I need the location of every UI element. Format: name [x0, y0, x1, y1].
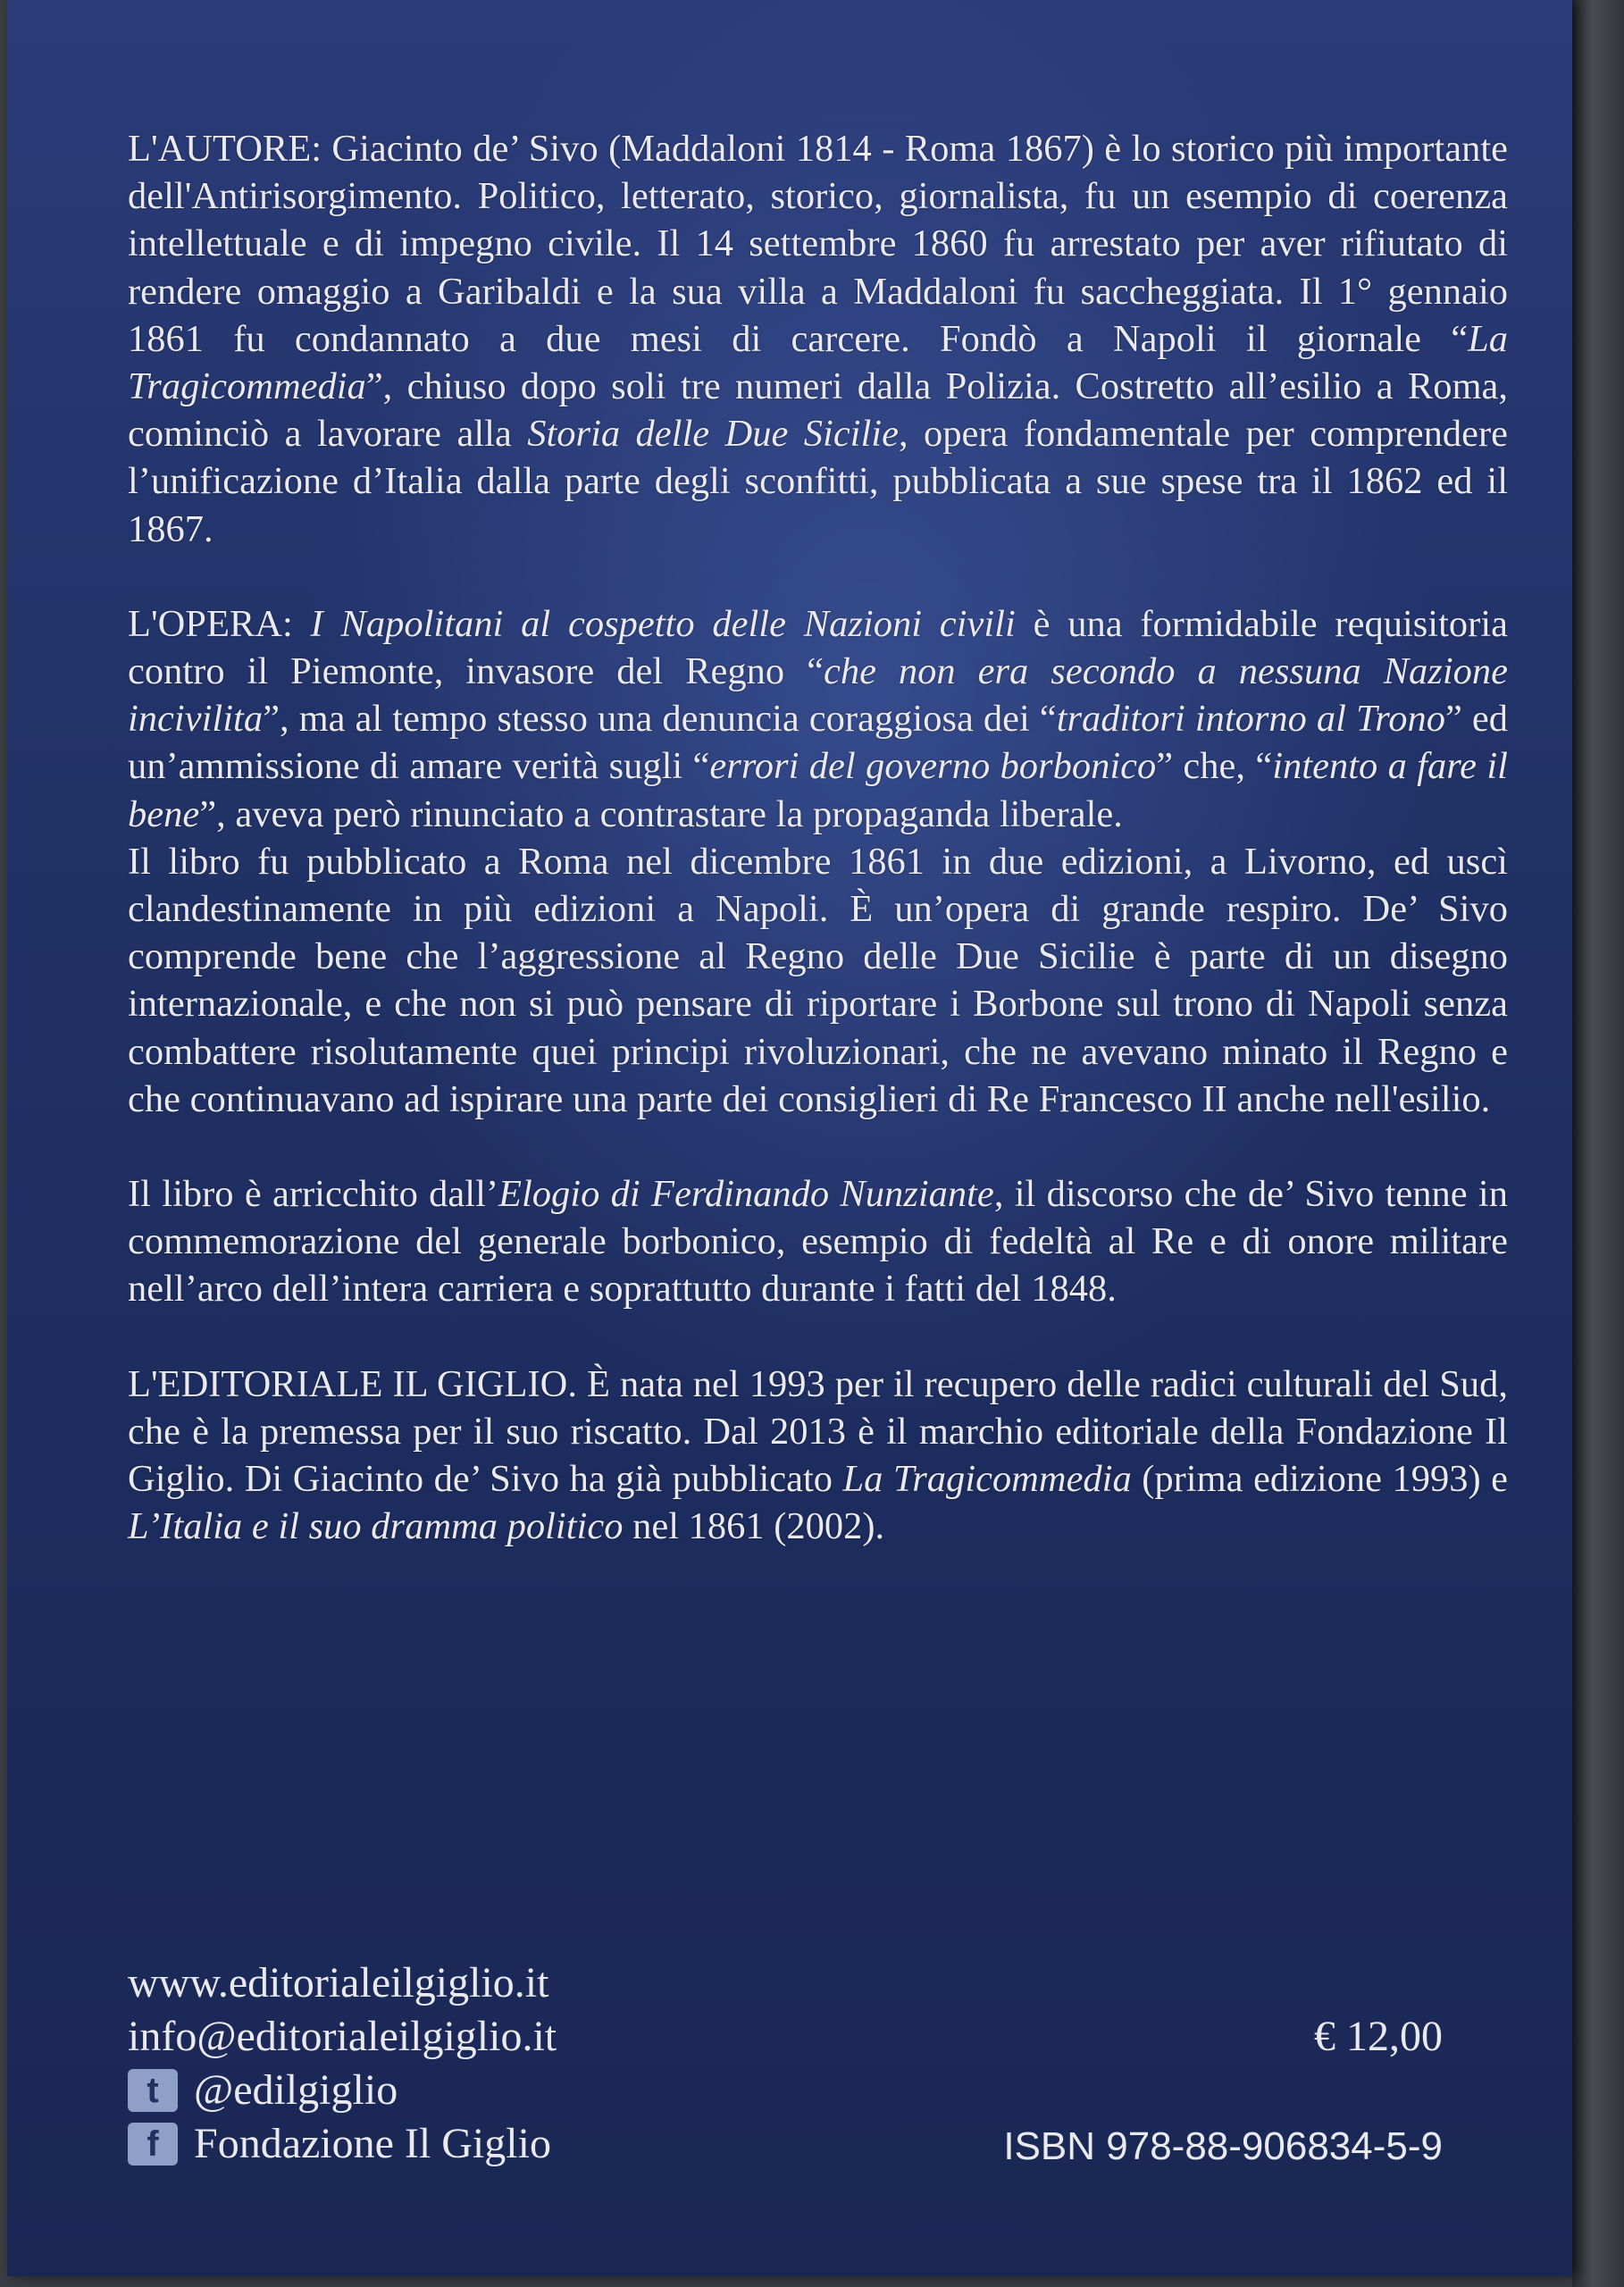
book-edge: [1572, 0, 1624, 2287]
elogio-title: Elogio di Ferdinando Nunziante: [498, 1173, 994, 1216]
autore-text-3: , opera fondamentale per comprendere l’unificazione d’Italia dalla parte degli sconfitti, pubblicata a sue spese tra il 1862 ed il 1867.: [128, 413, 1509, 550]
opera-quote-2: traditori intorno al Trono: [1056, 698, 1446, 741]
elogio-text-1: Il libro è arricchito dall’: [128, 1173, 499, 1216]
autore-title-storia: Storia delle Due Sicilie: [527, 413, 899, 456]
autore-label: L'AUTORE:: [128, 128, 322, 170]
price-label: € 12,00: [1314, 2013, 1443, 2060]
editoriale-text-2: (prima edizione 1993) e: [1131, 1458, 1508, 1501]
paragraph-autore: [128, 125, 1508, 553]
twitter-icon: t: [128, 2069, 178, 2112]
opera-quote-1: che non era secondo a nessuna Nazione incivilita: [128, 650, 1508, 741]
editoriale-text-3: nel 1861 (2002).: [623, 1505, 885, 1548]
opera-text-1: è una formidabile requisitoria contro il Piemonte, invasore del Regno “: [128, 602, 1508, 693]
paragraph-opera-2: Il libro fu pubblicato a Roma nel dicembre 1861 in due edizioni, a Livorno, ed uscì clandestinamente in più edizioni a Napoli. È un’opera di grande respiro. De’ Sivo comprende bene che l’aggressione al Regno delle Due Sicilie è parte di un disegno internazionale, e che non si può pensare di riportare i Borbone sul trono di Napoli senza combattere risolutamente quei principi rivoluzionari, che ne avevano minato il Regno e che continuavano ad ispirare una parte dei consiglieri di Re Francesco II anche nell'esilio.: [128, 840, 1508, 1120]
paragraph-opera: [128, 600, 1508, 838]
facebook-page: Fondazione Il Giglio: [194, 2120, 551, 2167]
editoriale-text-1: È nata nel 1993 per il recupero delle radici culturali del Sud, che è la premessa per il suo riscatto. Dal 2013 è il marchio editoriale della Fondazione Il Giglio. Di Giacinto de’ Sivo ha già pubblicato: [128, 1362, 1508, 1501]
opera-title: I Napolitani al cospetto delle Nazioni civili: [310, 602, 1016, 645]
opera-quote-4: intento a fare il bene: [128, 745, 1508, 835]
contact-info: [128, 1956, 557, 2171]
editoriale-title-2: L’Italia e il suo dramma politico: [128, 1505, 624, 1548]
autore-text-2: ”, chiuso dopo soli tre numeri dalla Polizia. Costretto all’esilio a Roma, cominciò a lavorare alla: [128, 365, 1508, 456]
isbn-label: ISBN 978-88-906834-5-9: [1003, 2124, 1443, 2168]
autore-title-tragicommedia: La Tragicommedia: [128, 317, 1508, 408]
book-back-cover: [7, 0, 1572, 2276]
paragraph-editoriale: [128, 1361, 1508, 1551]
opera-label: L'OPERA:: [128, 602, 311, 645]
opera-text-3: ” ed un’ammissione di amare verità sugli “: [128, 698, 1509, 788]
elogio-text-2: , il discorso che de’ Sivo tenne in commemorazione del generale borbonico, esempio di fedeltà al Re e di onore militare nell’arco dell’intera carriera e soprattutto durante i fatti del 1848.: [128, 1173, 1508, 1311]
facebook-row: [128, 2117, 557, 2171]
paragraph-elogio: [128, 1170, 1508, 1313]
blurb-text: [128, 125, 1508, 1550]
facebook-icon: f: [128, 2123, 178, 2166]
twitter-row: [128, 2064, 557, 2117]
opera-quote-3: errori del governo borbonico: [709, 745, 1157, 788]
opera-text-5: ”, aveva però rinunciato a contrastare la propaganda liberale.: [199, 792, 1123, 835]
email-link: info@editorialeilgiglio.it: [128, 2013, 557, 2060]
editoriale-label: L'EDITORIALE IL GIGLIO.: [128, 1362, 577, 1405]
editoriale-title-1: La Tragicommedia: [842, 1458, 1132, 1501]
twitter-handle: @edilgiglio: [194, 2066, 398, 2114]
website-link: www.editorialeilgiglio.it: [128, 1959, 549, 2006]
autore-text-1: Giacinto de’ Sivo (Maddaloni 1814 - Roma 1867) è lo storico più importante dell'Antirisorgimento. Politico, letterato, storico, giornalista, fu un esempio di coerenza intellettuale e di impegno civile. Il 14 settembre 1860 fu arrestato per aver rifiutato di rendere omaggio a Garibaldi e la sua villa a Maddaloni fu saccheggiata. Il 1° gennaio 1861 fu condannato a due mesi di carcere. Fondò a Napoli il giornale “: [128, 128, 1508, 360]
opera-text-4: ” che, “: [1156, 745, 1273, 788]
opera-text-2: ”, ma al tempo stesso una denuncia coraggiosa dei “: [263, 698, 1057, 741]
